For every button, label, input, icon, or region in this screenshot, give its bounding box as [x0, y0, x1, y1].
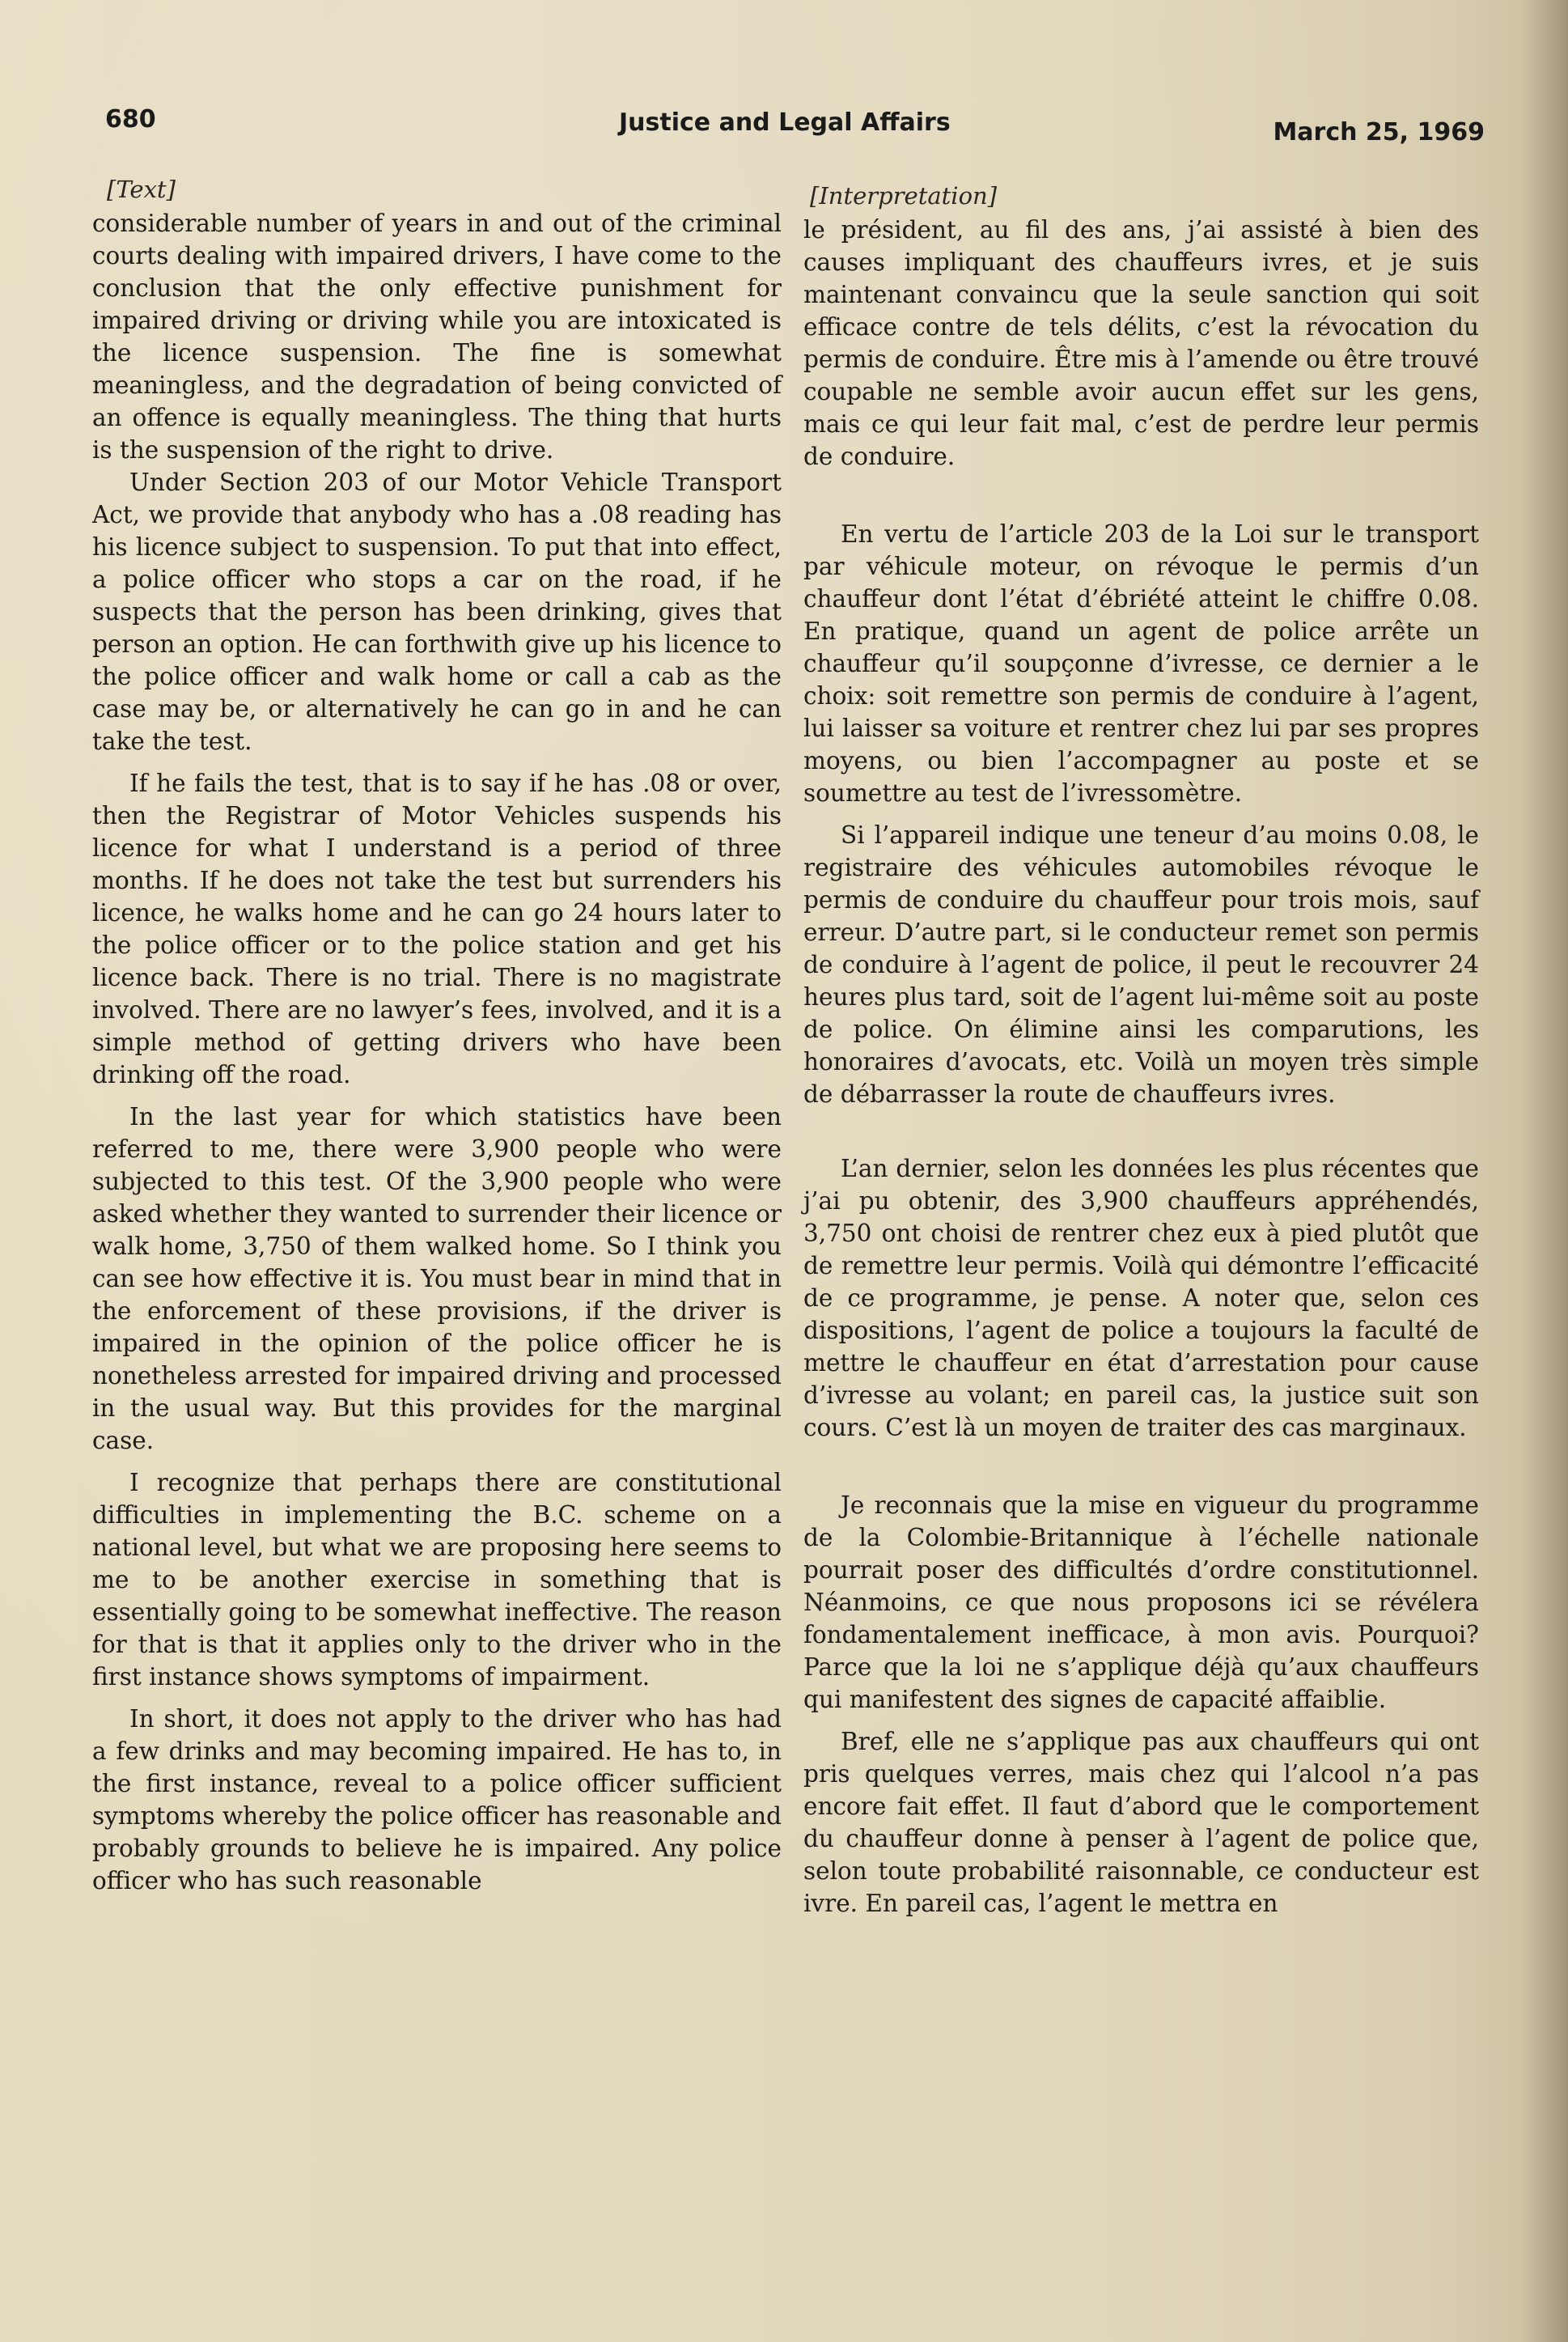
paragraph: En vertu de l’article 203 de la Loi sur le transport par véhicule moteur, on révoque le permis d’un chauffeur dont l’état d’ébriété atteint le chiffre 0.08. En pratique, quand un agent de police arrête un chauffeur qu’il soupçonne d’ivresse, ce dernier a le choix: soit remettre son permis de conduire à l’agent, lui laisser sa voiture et rentrer chez lui par ses propres moyens, ou bien l’accompagner au poste et se soumettre au test de l’ivressomètre. — [803, 520, 1479, 807]
paragraph: considerable number of years in and out of the criminal courts dealing with impaired drivers, I have come to the conclusion that the only effective punishment for impaired driving or driving while you are intoxicated is the licence suspension. The fine is somewhat meaningless, and the degradation of being convicted of an offence is equally meaningless. The thing that hurts is the suspension of the right to drive. — [92, 210, 782, 464]
paragraph: Si l’appareil indique une teneur d’au moins 0.08, le registraire des véhicules automobiles révoque le permis de conduire du chauffeur pour trois mois, sauf erreur. D’autre part, si le conducteur remet son permis de conduire à l’agent de police, il peut le recouvrer 24 heures plus tard, soit de l’agent lui-même soit au poste de police. On élimine ainsi les comparutions, les honoraires d’avocats, etc. Voilà un moyen très simple de débarrasser la route de chauffeurs ivres. — [803, 821, 1479, 1108]
header-date: March 25, 1969 — [1273, 118, 1485, 146]
paragraph: In short, it does not apply to the driver who has had a few drinks and may becoming impaired. He has to, in the first instance, reveal to a police officer sufficient symptoms whereby the police officer has reasonable and probably grounds to believe he is impaired. Any police officer who has such reasonable — [92, 1705, 782, 1894]
paragraph: le président, au fil des ans, j’ai assisté à bien des causes impliquant des chauffeurs ivres, et je suis maintenant convaincu que la seule sanction qui soit efficace contre de tels délits, c’est la révocation du permis de conduire. Être mis à l’amende ou être trouvé coupable ne semble avoir aucun effet sur les gens, mais ce qui leur fait mal, c’est de perdre leur permis de conduire. — [803, 216, 1479, 470]
english-text-column — [92, 170, 782, 1897]
column-label-interpretation: [Interpretation] — [810, 182, 998, 210]
paragraph: If he fails the test, that is to say if he has .08 or over, then the Registrar of Motor Vehicles suspends his licence for what I understand is a period of three months. If he does not take the test but surrenders his licence, he walks home and he can go 24 hours later to the police officer or to the police station and get his licence back. There is no trial. There is no magistrate involved. There are no lawyer’s fees, involved, and it is a simple method of getting drivers who have been drinking off the road. — [92, 770, 782, 1088]
page-number: 680 — [105, 105, 156, 134]
page-edge-shadow — [1519, 0, 1568, 2342]
paragraph: In the last year for which statistics have been referred to me, there were 3,900 people who were subjected to this test. Of the 3,900 people who were asked whether they wanted to surrender their licence or walk home, 3,750 of them walked home. So I think you can see how effective it is. You must bear in mind that in the enforcement of these provisions, if the driver is impaired in the opinion of the police officer he is nonetheless arrested for impaired driving and processed in the usual way. But this provides for the marginal case. — [92, 1103, 782, 1454]
column-label-text: [Text] — [107, 176, 176, 203]
page-header — [105, 105, 1485, 154]
paragraph: Under Section 203 of our Motor Vehicle Transport Act, we provide that anybody who has a .08 reading has his licence subject to suspension. To put that into effect, a police officer who stops a car on the road, if he suspects that the person has been drinking, gives that person an option. He can forthwith give up his licence to the police officer and walk home or call a cab as the case may be, or alternatively he can go in and he can take the test. — [92, 469, 782, 755]
running-title: Justice and Legal Affairs — [619, 108, 951, 137]
french-interpretation-column — [803, 180, 1479, 1920]
paragraph: L’an dernier, selon les données les plus récentes que j’ai pu obtenir, des 3,900 chauffeurs appréhendés, 3,750 ont choisi de rentrer chez eux à pied plutôt que de remettre leur permis. Voilà qui démontre l’efficacité de ce programme, je pense. A noter que, selon ces dispositions, l’agent de police a toujours la faculté de mettre le chauffeur en état d’arrestation pour cause d’ivresse au volant; en pareil cas, la justice suit son cours. C’est là un moyen de traiter des cas marginaux. — [803, 1155, 1479, 1441]
paragraph: Je reconnais que la mise en vigueur du programme de la Colombie-Britannique à l’échelle nationale pourrait poser des difficultés d’ordre constitutionnel. Néanmoins, ce que nous proposons ici se révélera fondamentalement inefficace, à mon avis. Pourquoi? Parce que la loi ne s’applique déjà qu’aux chauffeurs qui manifestent des signes de capacité affaiblie. — [803, 1491, 1479, 1713]
paragraph: Bref, elle ne s’applique pas aux chauffeurs qui ont pris quelques verres, mais chez qui l’alcool n’a pas encore fait effet. Il faut d’abord que le comportement du chauffeur donne à penser à l’agent de police que, selon toute probabilité raisonnable, ce conducteur est ivre. En pareil cas, l’agent le mettra en — [803, 1728, 1479, 1917]
paragraph: I recognize that perhaps there are constitutional difficulties in implementing the B.C. scheme on a national level, but what we are proposing here seems to me to be another exercise in something that is essentially going to be somewhat ineffective. The reason for that is that it applies only to the driver who in the first instance shows symptoms of impairment. — [92, 1469, 782, 1691]
